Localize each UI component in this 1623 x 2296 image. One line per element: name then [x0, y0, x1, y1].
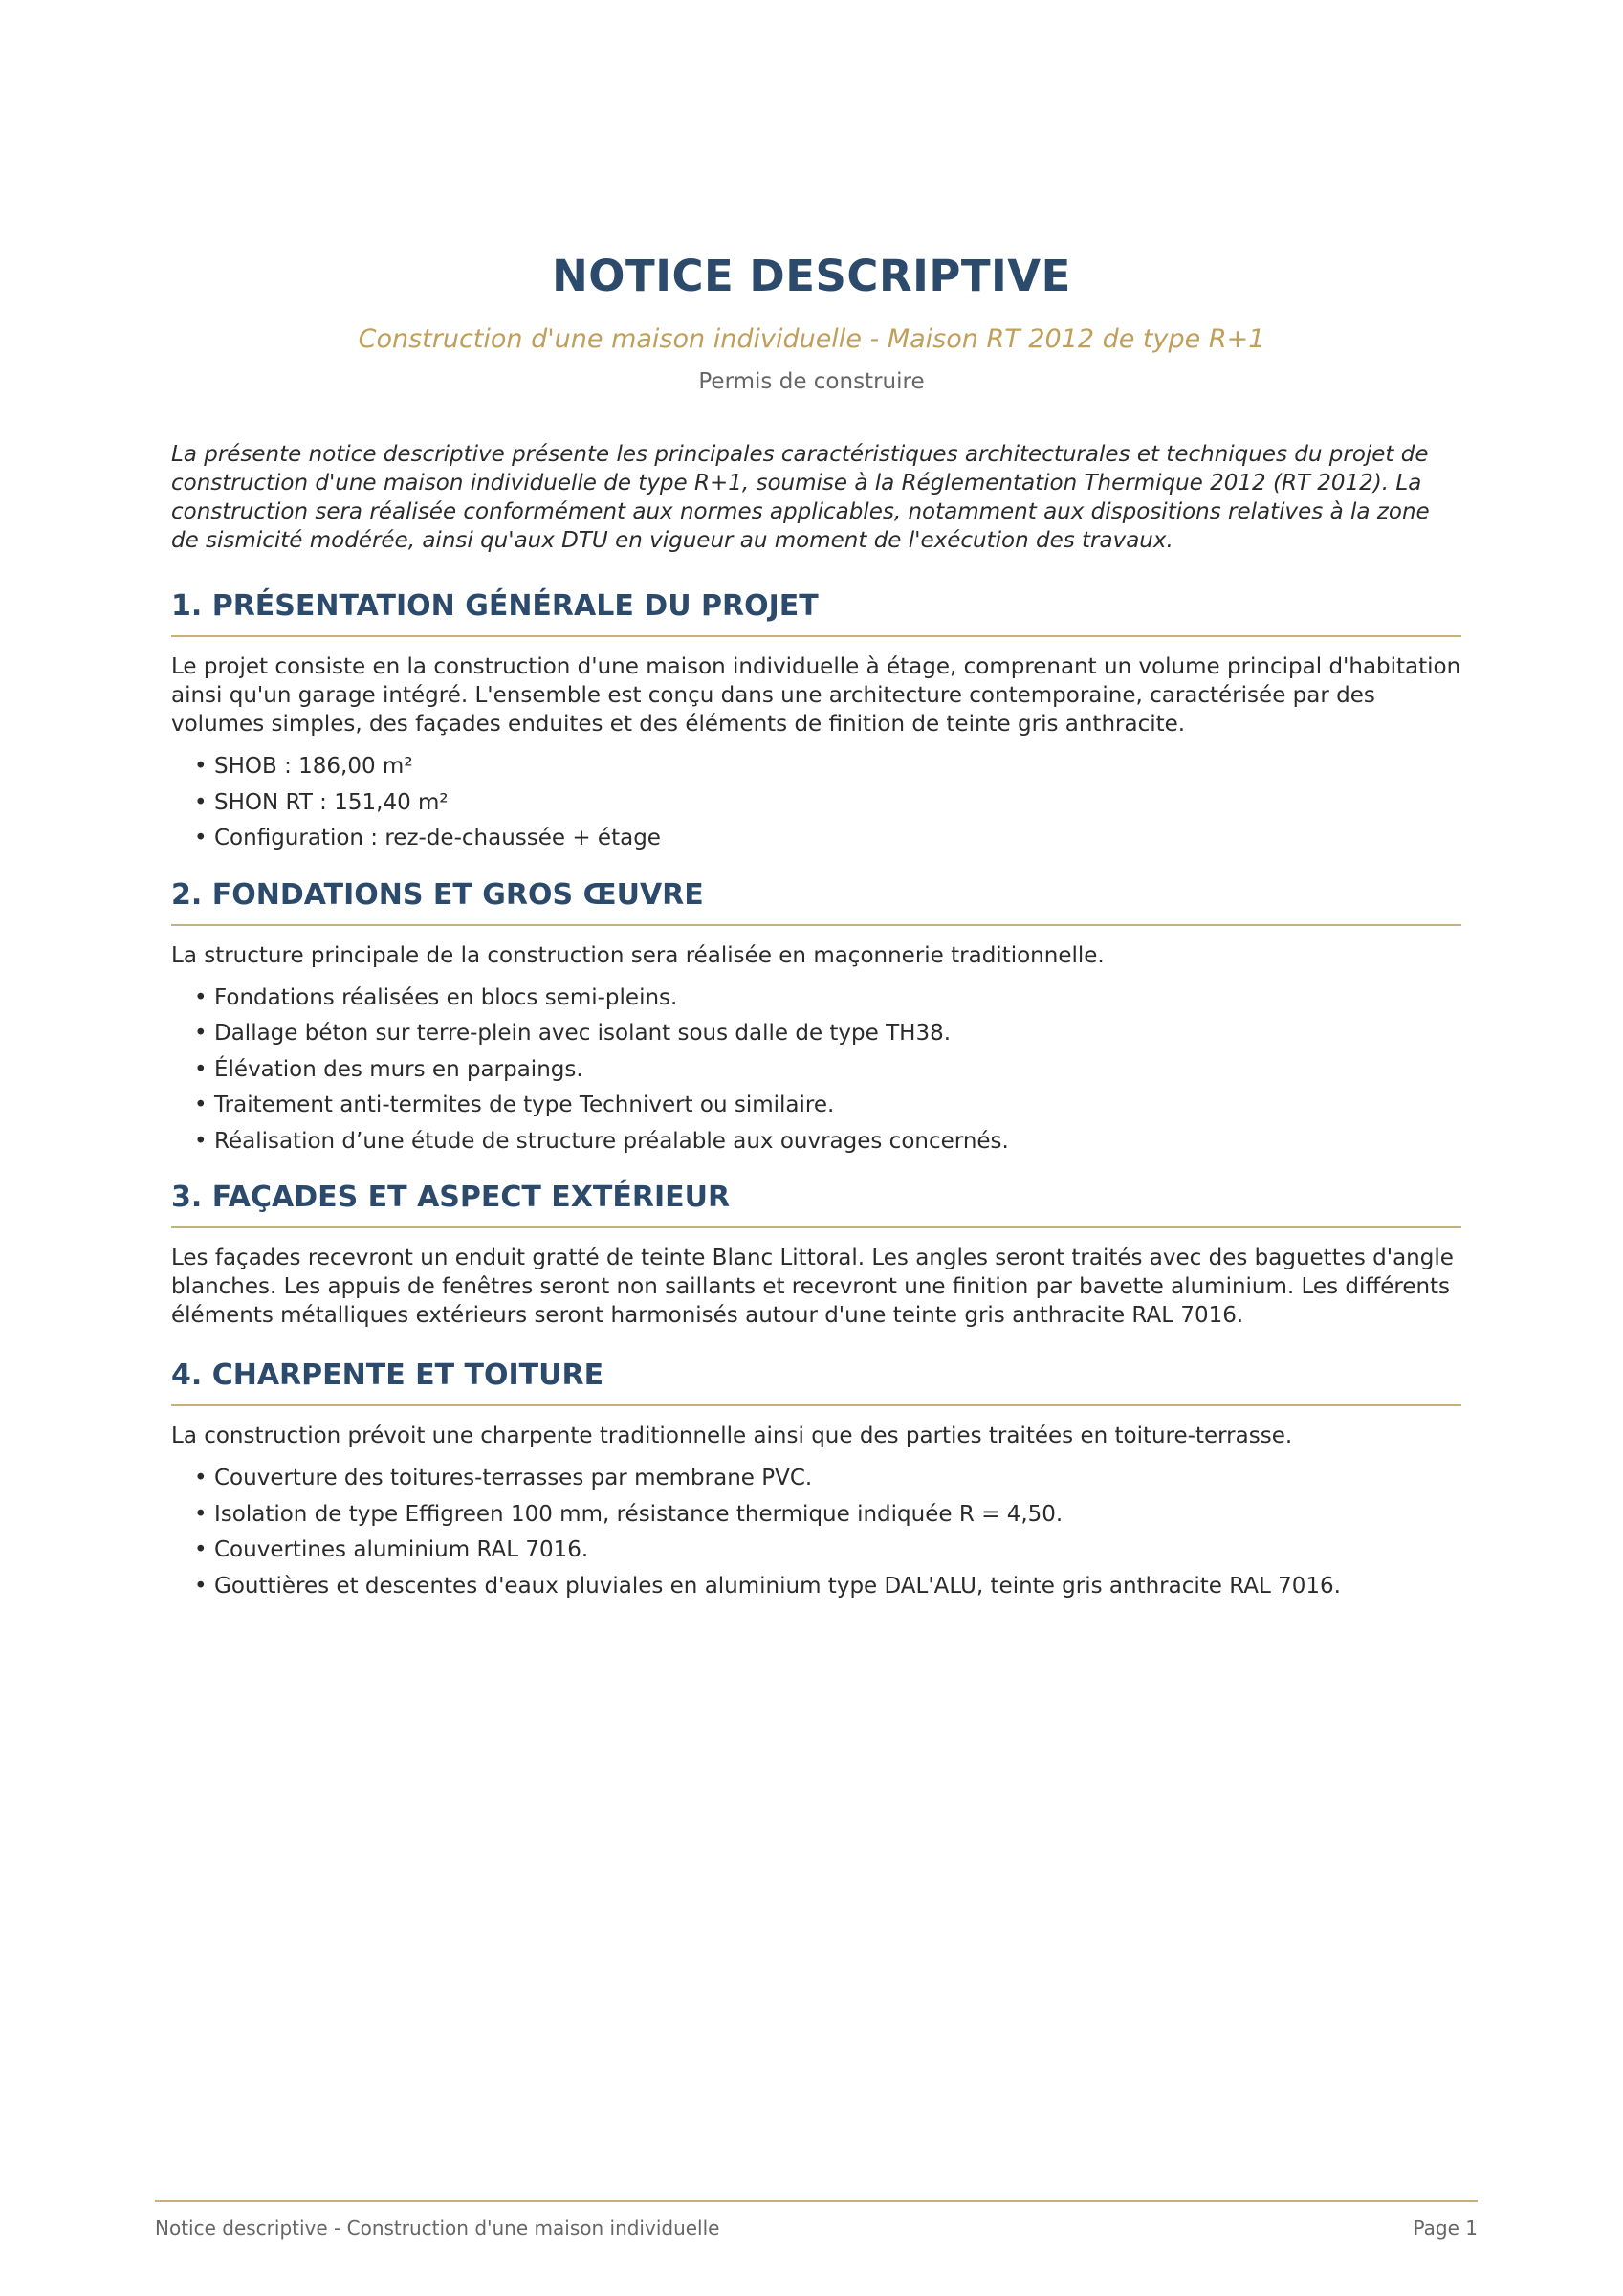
- list-item: • Élévation des murs en parpaings.: [194, 1056, 583, 1082]
- section-title: 4. CHARPENTE ET TOITURE: [171, 1357, 1461, 1406]
- list-item: • SHOB : 186,00 m²: [194, 754, 413, 779]
- list-item: • Couvertines aluminium RAL 7016.: [194, 1537, 589, 1562]
- section-paragraph: La construction prévoit une charpente traditionnelle ainsi que des parties traitées en toiture-terrasse.: [171, 1424, 1293, 1448]
- section-paragraph: La structure principale de la construction sera réalisée en maçonnerie traditionnelle.: [171, 942, 1105, 968]
- list-item: • SHON RT : 151,40 m²: [194, 789, 449, 815]
- document-subtitle: Construction d'une maison individuelle - Maison RT 2012 de type R+1: [358, 324, 1265, 354]
- section-facades: [171, 1179, 1461, 1330]
- document-title: NOTICE DESCRIPTIVE: [552, 251, 1071, 301]
- section-charpente: [171, 1357, 1461, 1604]
- section-title: 3. FAÇADES ET ASPECT EXTÉRIEUR: [171, 1179, 1461, 1228]
- footer-document-name: Notice descriptive - Construction d'une maison individuelle: [155, 2217, 720, 2240]
- section-paragraph: Les façades recevront un enduit gratté de teinte Blanc Littoral. Les angles seront traités avec des baguettes d'angle blanches. Les appuis de fenêtres seront non saillants et recevront une finition par bavette aluminium. Les différents éléments métalliques extérieurs seront harmonisés autour d'une teinte gris anthracite RAL 7016.: [171, 1246, 1454, 1328]
- bullet-list: [171, 749, 1461, 857]
- list-item: • Configuration : rez-de-chaussée + étage: [194, 826, 661, 850]
- document-body: [171, 440, 1461, 1623]
- bullet-list: [171, 1461, 1461, 1604]
- list-item: • Dallage béton sur terre-plein avec isolant sous dalle de type TH38.: [194, 1021, 952, 1046]
- list-item: • Gouttières et descentes d'eaux pluviales en aluminium type DAL'ALU, teinte gris anthracite RAL 7016.: [194, 1573, 1341, 1599]
- page-number: Page 1: [1413, 2217, 1478, 2240]
- section-title: 1. PRÉSENTATION GÉNÉRALE DU PROJET: [171, 587, 1461, 637]
- section-presentation: [171, 587, 1461, 857]
- list-item: • Fondations réalisées en blocs semi-pleins.: [194, 984, 678, 1010]
- bullet-list: [171, 981, 1461, 1160]
- intro-paragraph: La présente notice descriptive présente les principales caractéristiques architecturales et techniques du projet de construction d'une maison individuelle de type R+1, soumise à la Réglementation Thermique 2012 (RT 2012). La construction sera réalisée conformément aux normes applicables, notamment aux dispositions relatives à la zone de sismicité modérée, ainsi qu'aux DTU en vigueur au moment de l'exécution des travaux.: [171, 442, 1430, 553]
- list-item: • Couverture des toitures-terrasses par membrane PVC.: [194, 1466, 813, 1490]
- section-title: 2. FONDATIONS ET GROS ŒUVRE: [171, 876, 1461, 926]
- section-paragraph: Le projet consiste en la construction d'une maison individuelle à étage, comprenant un volume principal d'habitation ainsi qu'un garage intégré. L'ensemble est conçu dans une architecture contemporaine, caractérisée par des volumes simples, des façades enduites et des éléments de finition de teinte gris anthracite.: [171, 654, 1461, 737]
- list-item: • Isolation de type Effigreen 100 mm, résistance thermique indiquée R = 4,50.: [194, 1501, 1064, 1527]
- document-type: Permis de construire: [698, 369, 925, 394]
- section-fondations: [171, 876, 1461, 1160]
- list-item: • Traitement anti-termites de type Technivert ou similaire.: [194, 1093, 835, 1117]
- list-item: • Réalisation d’une étude de structure préalable aux ouvrages concernés.: [194, 1128, 1009, 1154]
- footer-divider: [155, 2200, 1478, 2202]
